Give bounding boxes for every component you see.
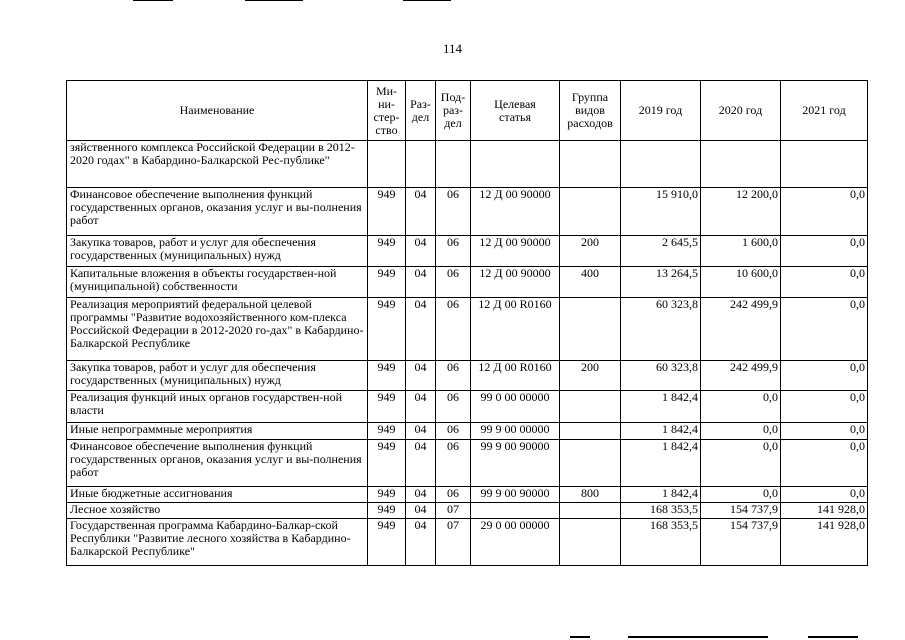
cell-2020: 1 600,0 [701, 236, 781, 267]
cell-section: 04 [406, 298, 436, 361]
cell-2021: 0,0 [781, 188, 868, 236]
cell-target [471, 503, 560, 519]
cell-name: Капитальные вложения в объекты государствен-ной (муниципальной) собственности [67, 267, 368, 298]
cell-2021: 0,0 [781, 298, 868, 361]
table-row [67, 361, 868, 391]
cell-section: 04 [406, 361, 436, 391]
cell-2021: 141 928,0 [781, 503, 868, 519]
cell-ministry: 949 [368, 423, 406, 440]
cell-2019: 13 264,5 [621, 267, 701, 298]
cell-expense-group [560, 391, 621, 423]
cell-2021: 141 928,0 [781, 519, 868, 566]
cell-expense-group: 200 [560, 236, 621, 267]
bottom-rule-3 [808, 636, 858, 638]
cell-target [471, 141, 560, 188]
cell-subsection: 06 [436, 298, 471, 361]
header-2021: 2021 год [781, 81, 868, 141]
cell-subsection: 06 [436, 440, 471, 487]
cell-expense-group [560, 423, 621, 440]
budget-table [66, 80, 868, 566]
cell-2019: 1 842,4 [621, 391, 701, 423]
cell-2019 [621, 141, 701, 188]
cell-2019: 168 353,5 [621, 519, 701, 566]
cell-2020: 10 600,0 [701, 267, 781, 298]
cell-target: 12 Д 00 90000 [471, 236, 560, 267]
cell-name: Иные непрограммные мероприятия [67, 423, 368, 440]
cell-target: 12 Д 00 90000 [471, 267, 560, 298]
cell-2020: 242 499,9 [701, 361, 781, 391]
cell-target: 12 Д 00 90000 [471, 188, 560, 236]
bottom-rule-2 [628, 636, 768, 638]
table-row [67, 141, 868, 188]
cell-target: 99 9 00 90000 [471, 487, 560, 503]
header-ministry: Ми- ни- стер- ство [368, 81, 406, 141]
table-row [67, 236, 868, 267]
cell-ministry: 949 [368, 440, 406, 487]
cell-subsection: 06 [436, 361, 471, 391]
cell-ministry: 949 [368, 487, 406, 503]
cell-section: 04 [406, 391, 436, 423]
cell-2020: 154 737,9 [701, 503, 781, 519]
cell-subsection: 06 [436, 423, 471, 440]
cell-ministry: 949 [368, 519, 406, 566]
table-row [67, 503, 868, 519]
cell-ministry: 949 [368, 503, 406, 519]
cell-2019: 1 842,4 [621, 487, 701, 503]
cell-ministry: 949 [368, 267, 406, 298]
table-row [67, 267, 868, 298]
cell-name: Закупка товаров, работ и услуг для обеспечения государственных (муниципальных) нужд [67, 361, 368, 391]
header-2020: 2020 год [701, 81, 781, 141]
top-rule-1 [133, 0, 173, 1]
cell-2021: 0,0 [781, 361, 868, 391]
header-subsection: Под- раз- дел [436, 81, 471, 141]
cell-expense-group: 400 [560, 267, 621, 298]
cell-ministry: 949 [368, 188, 406, 236]
cell-subsection: 06 [436, 236, 471, 267]
cell-expense-group: 200 [560, 361, 621, 391]
cell-section: 04 [406, 236, 436, 267]
cell-ministry: 949 [368, 361, 406, 391]
table-row [67, 440, 868, 487]
cell-name: Реализация мероприятий федеральной целевой программы "Развитие водохозяйственного ком-плекса Российской Федерации в 2012-2020 го-дах" в Кабардино-Балкарской Республике [67, 298, 368, 361]
cell-2020: 12 200,0 [701, 188, 781, 236]
cell-section: 04 [406, 440, 436, 487]
header-2019: 2019 год [621, 81, 701, 141]
cell-2019: 168 353,5 [621, 503, 701, 519]
cell-2019: 1 842,4 [621, 423, 701, 440]
header-target: Целевая статья [471, 81, 560, 141]
cell-2021: 0,0 [781, 391, 868, 423]
cell-section: 04 [406, 487, 436, 503]
cell-2019: 2 645,5 [621, 236, 701, 267]
cell-2021: 0,0 [781, 236, 868, 267]
cell-target: 99 9 00 00000 [471, 423, 560, 440]
cell-name: Финансовое обеспечение выполнения функций государственных органов, оказания услуг и вы-полнения работ [67, 188, 368, 236]
cell-2021: 0,0 [781, 487, 868, 503]
cell-subsection [436, 141, 471, 188]
cell-target: 12 Д 00 R0160 [471, 361, 560, 391]
cell-section: 04 [406, 188, 436, 236]
cell-expense-group [560, 503, 621, 519]
cell-name: Финансовое обеспечение выполнения функций государственных органов, оказания услуг и вы-полнения работ [67, 440, 368, 487]
cell-2021 [781, 141, 868, 188]
cell-name: Государственная программа Кабардино-Балкар-ской Республики "Развитие лесного хозяйства в Кабардино-Балкарской Республике" [67, 519, 368, 566]
cell-2019: 1 842,4 [621, 440, 701, 487]
cell-name: Закупка товаров, работ и услуг для обеспечения государственных (муниципальных) нужд [67, 236, 368, 267]
cell-2020: 242 499,9 [701, 298, 781, 361]
cell-ministry: 949 [368, 391, 406, 423]
cell-subsection: 07 [436, 519, 471, 566]
cell-subsection: 06 [436, 188, 471, 236]
cell-subsection: 06 [436, 391, 471, 423]
cell-expense-group [560, 519, 621, 566]
cell-2020: 0,0 [701, 440, 781, 487]
cell-expense-group [560, 188, 621, 236]
cell-subsection: 07 [436, 503, 471, 519]
table-row [67, 487, 868, 503]
bottom-rule-1 [570, 636, 590, 638]
cell-expense-group: 800 [560, 487, 621, 503]
table-row [67, 391, 868, 423]
header-name: Наименование [67, 81, 368, 141]
cell-2020 [701, 141, 781, 188]
cell-2020: 0,0 [701, 423, 781, 440]
cell-2019: 60 323,8 [621, 361, 701, 391]
cell-target: 99 9 00 90000 [471, 440, 560, 487]
cell-2021: 0,0 [781, 423, 868, 440]
table-row [67, 298, 868, 361]
cell-section [406, 141, 436, 188]
cell-ministry [368, 141, 406, 188]
table-row [67, 519, 868, 566]
cell-2020: 0,0 [701, 487, 781, 503]
cell-section: 04 [406, 267, 436, 298]
cell-2021: 0,0 [781, 440, 868, 487]
cell-subsection: 06 [436, 487, 471, 503]
cell-subsection: 06 [436, 267, 471, 298]
cell-section: 04 [406, 503, 436, 519]
cell-2019: 60 323,8 [621, 298, 701, 361]
header-row [67, 81, 868, 141]
cell-2019: 15 910,0 [621, 188, 701, 236]
cell-ministry: 949 [368, 298, 406, 361]
header-section: Раз- дел [406, 81, 436, 141]
cell-2020: 154 737,9 [701, 519, 781, 566]
table-row [67, 423, 868, 440]
cell-expense-group [560, 298, 621, 361]
table-row [67, 188, 868, 236]
cell-target: 99 0 00 00000 [471, 391, 560, 423]
cell-section: 04 [406, 519, 436, 566]
cell-name: Реализация функций иных органов государствен-ной власти [67, 391, 368, 423]
cell-target: 29 0 00 00000 [471, 519, 560, 566]
cell-expense-group [560, 141, 621, 188]
cell-name: зяйственного комплекса Российской Федерации в 2012-2020 годах" в Кабардино-Балкарской Рес-публике" [67, 141, 368, 188]
header-expense-group: Группа видов расходов [560, 81, 621, 141]
cell-2020: 0,0 [701, 391, 781, 423]
cell-ministry: 949 [368, 236, 406, 267]
cell-target: 12 Д 00 R0160 [471, 298, 560, 361]
top-rule-2 [245, 0, 303, 1]
cell-expense-group [560, 440, 621, 487]
cell-section: 04 [406, 423, 436, 440]
cell-name: Иные бюджетные ассигнования [67, 487, 368, 503]
page-number: 114 [442, 41, 463, 56]
top-rule-3 [403, 0, 451, 1]
cell-name: Лесное хозяйство [67, 503, 368, 519]
cell-2021: 0,0 [781, 267, 868, 298]
